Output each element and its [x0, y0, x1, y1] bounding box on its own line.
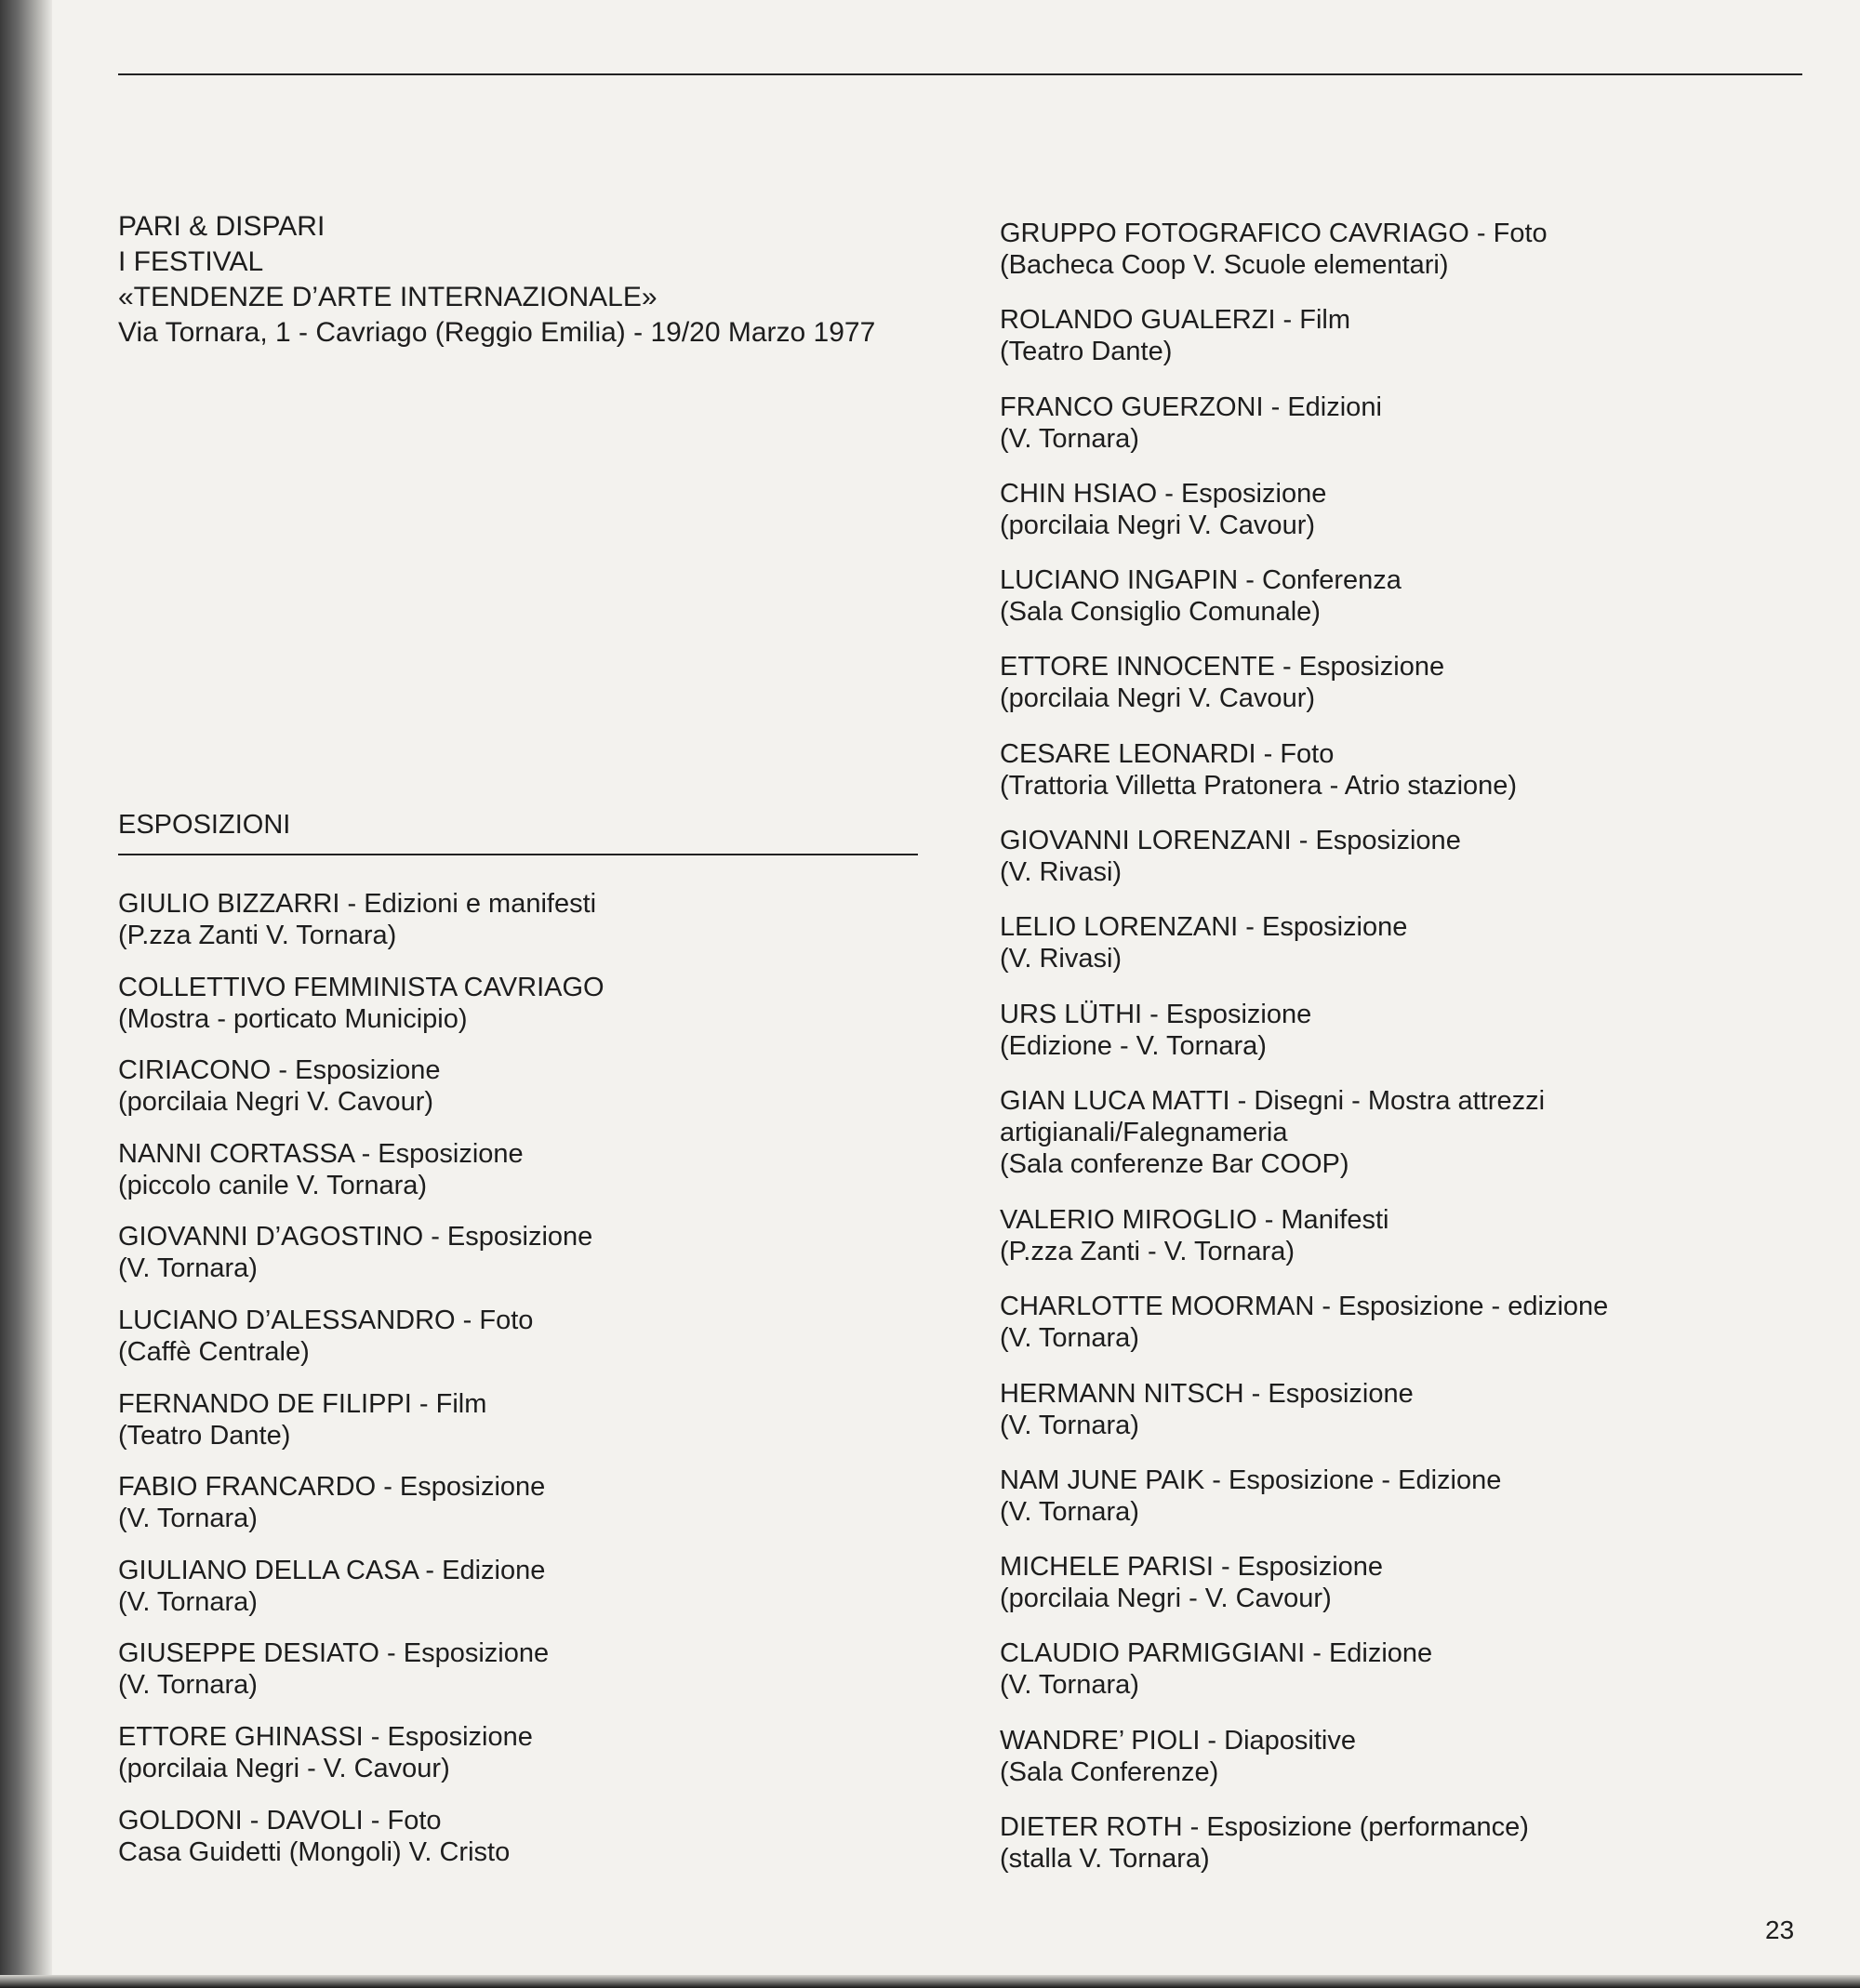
- entry-place: (porcilaia Negri V. Cavour): [1000, 510, 1316, 540]
- entry-place: (V. Tornara): [118, 1504, 258, 1534]
- entry-place: (Sala conferenze Bar COOP): [1000, 1148, 1349, 1179]
- list-item: [1000, 564, 1818, 651]
- entry-name: HERMANN NITSCH - Esposizione: [1000, 1378, 1414, 1409]
- entry-name: GIUSEPPE DESIATO - Esposizione: [118, 1638, 550, 1669]
- entry-place: (V. Tornara): [118, 1253, 258, 1284]
- entry-name: LELIO LORENZANI - Esposizione: [1000, 912, 1408, 943]
- list-item: [118, 1138, 937, 1222]
- list-item: [1000, 911, 1818, 998]
- entry-place: (P.zza Zanti - V. Tornara): [1000, 1236, 1295, 1266]
- list-item: [1000, 1291, 1818, 1377]
- entry-name: URS LÜTHI - Esposizione: [1000, 999, 1312, 1029]
- entry-place: (stalla V. Tornara): [1000, 1844, 1210, 1875]
- list-item: [1000, 999, 1818, 1085]
- entry-name: FABIO FRANCARDO - Esposizione: [118, 1472, 546, 1503]
- list-item: [1000, 1085, 1818, 1204]
- entry-place: (V. Tornara): [118, 1670, 258, 1701]
- entry-name: VALERIO MIROGLIO - Manifesti: [1000, 1204, 1389, 1235]
- list-item: [1000, 1464, 1818, 1551]
- list-item: [1000, 825, 1818, 911]
- entry-place: (Teatro Dante): [1000, 337, 1173, 367]
- entry-place: (V. Tornara): [1000, 1670, 1139, 1701]
- entry-place: (Sala Conferenze): [1000, 1756, 1219, 1787]
- entry-place: (Trattoria Villetta Pratonera - Atrio stazione): [1000, 770, 1518, 801]
- header-line-title: «TENDENZE D’ARTE INTERNAZIONALE»: [118, 282, 658, 312]
- entry-name: CHIN HSIAO - Esposizione: [1000, 478, 1327, 509]
- header-line-series: PARI & DISPARI: [118, 211, 326, 242]
- section-heading-esposizioni: ESPOSIZIONI: [118, 807, 918, 855]
- list-item: [1000, 1725, 1818, 1811]
- entry-place: (piccolo canile V. Tornara): [118, 1170, 428, 1200]
- entry-name: FERNANDO DE FILIPPI - Film: [118, 1388, 487, 1419]
- book-binding-shadow: [0, 0, 52, 1988]
- entry-name: GIULIO BIZZARRI - Edizioni e manifesti: [118, 889, 597, 919]
- entry-name: GIULIANO DELLA CASA - Edizione: [118, 1555, 546, 1585]
- entry-name: GIOVANNI LORENZANI - Esposizione: [1000, 826, 1461, 856]
- entry-name: CIRIACONO - Esposizione: [118, 1055, 441, 1086]
- entry-place: (Edizione - V. Tornara): [1000, 1030, 1267, 1061]
- list-item: [1000, 1204, 1818, 1291]
- entry-place: (Caffè Centrale): [118, 1336, 310, 1367]
- list-item: [118, 1637, 937, 1721]
- entry-place: (V. Tornara): [1000, 1323, 1139, 1354]
- entry-place: (P.zza Zanti V. Tornara): [118, 921, 397, 950]
- entry-place: (porcilaia Negri V. Cavour): [1000, 683, 1316, 714]
- entry-place: (porcilaia Negri - V. Cavour): [118, 1753, 450, 1783]
- header-line-edition: I FESTIVAL: [118, 246, 264, 277]
- entry-name: CHARLOTTE MOORMAN - Esposizione - edizione: [1000, 1292, 1609, 1322]
- entry-name: LUCIANO INGAPIN - Conferenza: [1000, 565, 1402, 596]
- page-bottom-edge: [0, 1975, 1860, 1988]
- entry-place: (Sala Consiglio Comunale): [1000, 597, 1321, 628]
- entry-place: (porcilaia Negri V. Cavour): [118, 1087, 434, 1118]
- entry-place: (Mostra - porticato Municipio): [118, 1003, 468, 1034]
- list-item: [1000, 651, 1818, 737]
- entry-name-continued: artigianali/Falegnameria: [1000, 1117, 1288, 1147]
- entry-name: CESARE LEONARDI - Foto: [1000, 738, 1335, 769]
- entry-name: ROLANDO GUALERZI - Film: [1000, 305, 1351, 336]
- header-line-venue-date: Via Tornara, 1 - Cavriago (Reggio Emilia) - 19/20 Marzo 1977: [118, 317, 876, 348]
- page-number: 23: [1765, 1915, 1795, 1944]
- list-item: [118, 1388, 937, 1472]
- entry-name: GIAN LUCA MATTI - Disegni - Mostra attrezzi: [1000, 1085, 1546, 1116]
- entry-place: Casa Guidetti (Mongoli) V. Cristo: [118, 1836, 511, 1867]
- entry-name: GOLDONI - DAVOLI - Foto: [118, 1805, 442, 1836]
- list-item: [1000, 1811, 1818, 1898]
- list-item: [1000, 304, 1818, 391]
- list-item: [118, 1305, 937, 1388]
- entry-name: ETTORE INNOCENTE - Esposizione: [1000, 652, 1445, 683]
- entry-name: GRUPPO FOTOGRAFICO CAVRIAGO - Foto: [1000, 219, 1548, 248]
- list-item: [1000, 218, 1818, 304]
- entry-name: MICHELE PARISI - Esposizione: [1000, 1552, 1384, 1583]
- entry-place: (V. Rivasi): [1000, 857, 1123, 888]
- entry-place: (Bacheca Coop V. Scuole elementari): [1000, 250, 1449, 280]
- list-item: [118, 1221, 937, 1305]
- entry-place: (V. Tornara): [1000, 423, 1139, 454]
- entry-name: NAM JUNE PAIK - Esposizione - Edizione: [1000, 1464, 1502, 1495]
- list-item: [1000, 1551, 1818, 1637]
- entry-place: (V. Tornara): [118, 1586, 258, 1617]
- list-item: [118, 1555, 937, 1638]
- entry-name: DIETER ROTH - Esposizione (performance): [1000, 1812, 1529, 1843]
- festival-header: [118, 209, 937, 351]
- list-item: [1000, 1378, 1818, 1464]
- entry-place: (V. Tornara): [1000, 1496, 1139, 1527]
- list-item: [1000, 478, 1818, 564]
- entry-name: ETTORE GHINASSI - Esposizione: [118, 1721, 533, 1752]
- entry-name: NANNI CORTASSA - Esposizione: [118, 1138, 524, 1169]
- list-item: [118, 1721, 937, 1805]
- entry-name: WANDRE’ PIOLI - Diapositive: [1000, 1725, 1356, 1756]
- entry-name: COLLETTIVO FEMMINISTA CAVRIAGO: [118, 972, 604, 1002]
- entry-name: LUCIANO D’ALESSANDRO - Foto: [118, 1305, 534, 1335]
- list-item: [118, 972, 937, 1055]
- list-item: [118, 888, 937, 972]
- entry-place: (Teatro Dante): [118, 1420, 291, 1451]
- entry-place: (V. Tornara): [1000, 1410, 1139, 1440]
- list-item: [118, 1054, 937, 1138]
- entry-name: CLAUDIO PARMIGGIANI - Edizione: [1000, 1638, 1433, 1669]
- list-item: [1000, 1637, 1818, 1724]
- list-item: [118, 1805, 937, 1889]
- list-item: [1000, 391, 1818, 478]
- entry-place: (V. Rivasi): [1000, 944, 1123, 974]
- exhibitor-list-left: [118, 888, 937, 1888]
- entry-name: GIOVANNI D’AGOSTINO - Esposizione: [118, 1222, 593, 1252]
- top-rule: [118, 73, 1802, 75]
- entry-place: (porcilaia Negri - V. Cavour): [1000, 1584, 1332, 1614]
- list-item: [118, 1471, 937, 1555]
- exhibitor-list-right: [1000, 218, 1818, 1898]
- entry-name: FRANCO GUERZONI - Edizioni: [1000, 391, 1382, 422]
- list-item: [1000, 738, 1818, 825]
